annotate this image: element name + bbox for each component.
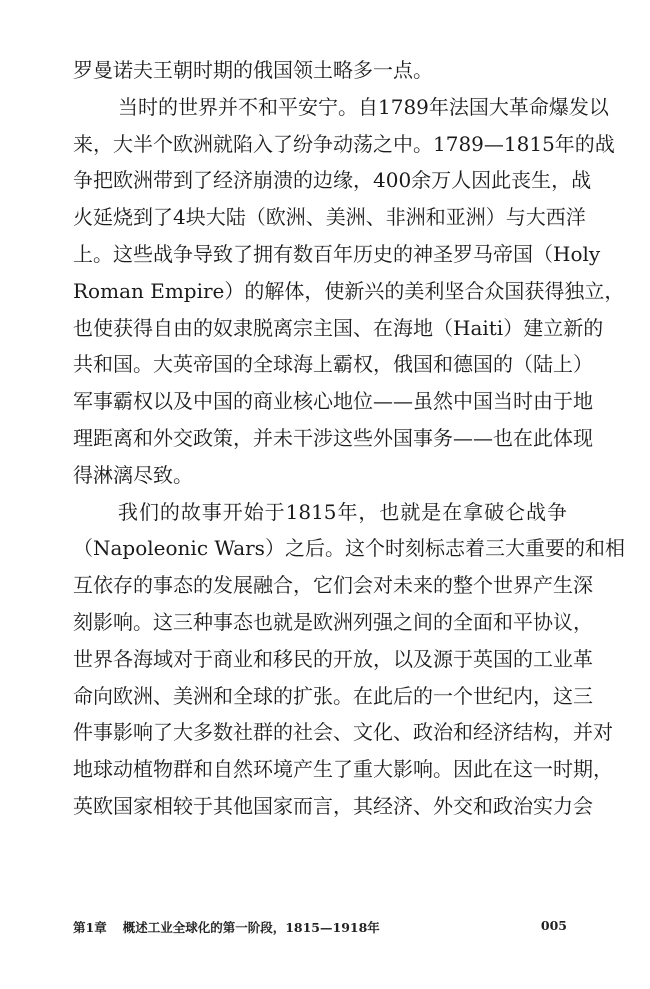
text-line: 理距离和外交政策，并未干涉这些外国事务——也在此体现 [73,425,593,450]
text-line: 争把欧洲带到了经济崩溃的边缘，400余万人因此丧生，战 [73,168,592,193]
text-line: 当时的世界并不和平安宁。自1789年法国大革命爆发以 [118,94,609,119]
text-line: 军事霸权以及中国的商业核心地位——虽然中国当时由于地 [73,389,593,414]
text-line: （Napoleonic Wars）之后。这个时刻标志着三大重要的和相 [73,536,625,561]
text-line: 地球动植物群和自然环境产生了重大影响。因此在这一时期， [73,757,613,782]
text-line: 也使获得自由的奴隶脱离宗主国、在海地（Haiti）建立新的 [73,315,604,340]
footer-chapter-title: 概述工业全球化的第一阶段，1815—1918年 [122,920,380,935]
page-footer [73,918,567,938]
text-line: Roman Empire）的解体，使新兴的美利坚合众国获得独立， [73,278,625,303]
text-line: 互依存的事态的发展融合，它们会对未来的整个世界产生深 [73,573,593,598]
text-line: 英欧国家相较于其他国家而言，其经济、外交和政治实力会 [73,793,593,818]
text-line: 命向欧洲、美洲和全球的扩张。在此后的一个世纪内，这三 [73,683,593,708]
text-line: 罗曼诺夫王朝时期的俄国领土略多一点。 [73,58,433,82]
text-line: 刻影响。这三种事态也就是欧洲列强之间的全面和平协议， [73,609,593,634]
footer-chapter: 第1章 [73,920,107,935]
text-line: 共和国。大英帝国的全球海上霸权，俄国和德国的（陆上） [73,352,593,377]
text-line: 件事影响了大多数社群的社会、文化、政治和经济结构，并对 [73,720,613,745]
text-line: 来，大半个欧洲就陷入了纷争动荡之中。1789—1815年的战 [73,131,615,156]
text-line: 世界各海域对于商业和移民的开放，以及源于英国的工业革 [73,646,593,671]
text-line: 上。这些战争导致了拥有数百年历史的神圣罗马帝国（Holy [73,241,601,266]
text-line: 我们的故事开始于1815年，也就是在拿破仑战争 [118,499,567,524]
text-line: 火延烧到了4块大陆（欧洲、美洲、非洲和亚洲）与大西洋 [73,205,586,230]
page-number: 005 [540,918,567,933]
text-line: 得淋漓尽致。 [73,462,193,487]
body-text [73,52,625,825]
